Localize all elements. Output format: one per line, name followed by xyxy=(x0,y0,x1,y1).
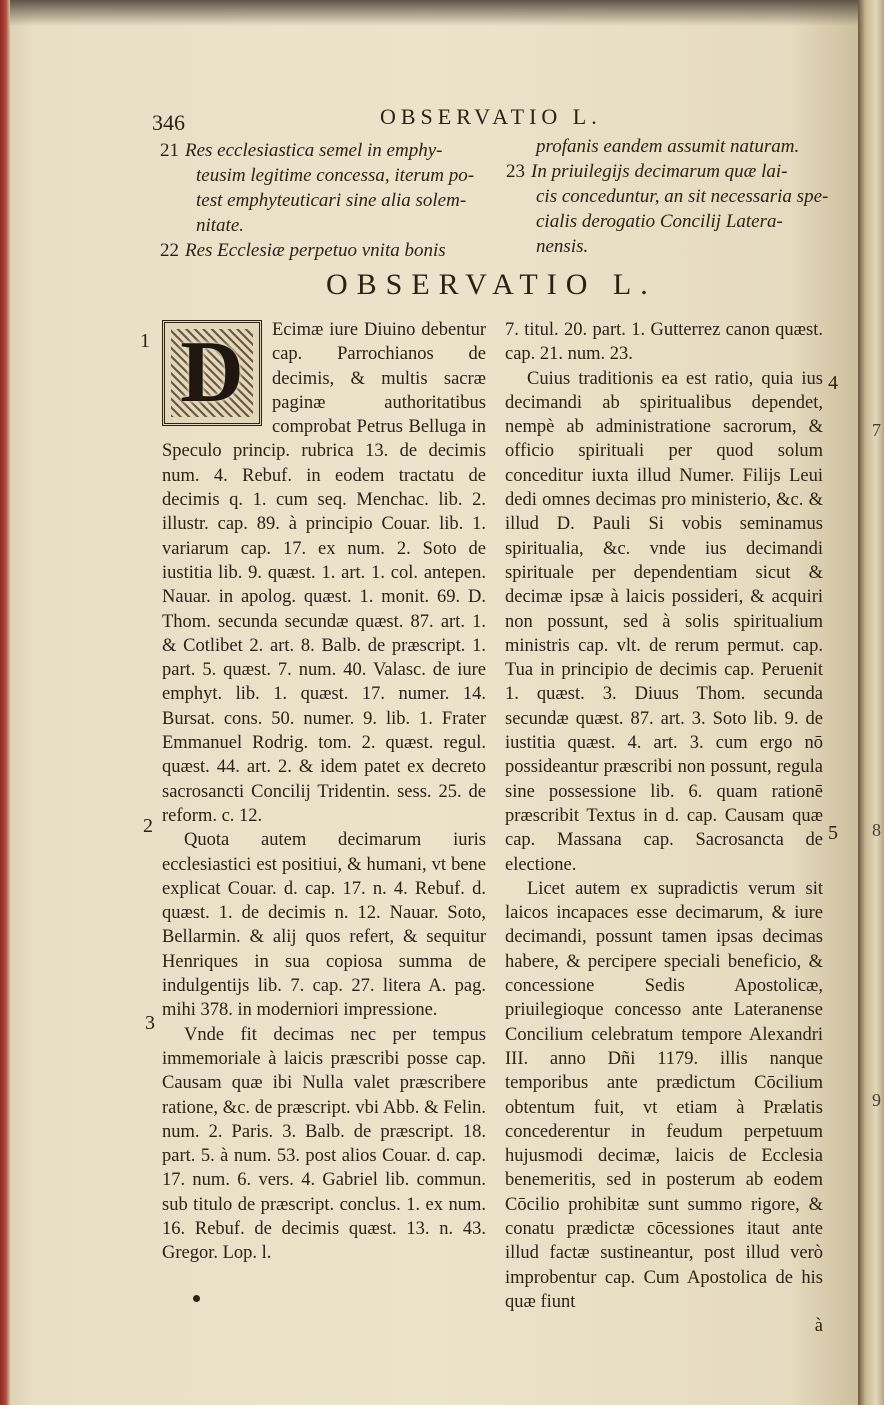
summary-line: nensis. xyxy=(536,236,589,257)
summary-num: 21 xyxy=(160,140,179,161)
summary-line: test emphyteuticari sine alia solem- xyxy=(196,190,467,211)
ink-spot xyxy=(193,1295,200,1302)
margin-number: 1 xyxy=(140,330,150,352)
edge-number: 9 xyxy=(872,1090,881,1110)
paragraph: Cuius traditionis ea est ratio, quia ius decimandi ab spiritualibus dependet, nempè ab administratione sacrorum, & officio spirituali per quod solum conceditur iuxta illud Numer. Filijs Leui dedi omnes decimas pro ministerio, &c. & illud D. Pauli Si vobis seminamus spiritualia, &c. vnde ius decimandi spirituale per dependentiam sicut & decimæ ipsæ à laicis possideri, & acquiri non possunt, sed à solis spiritualium ministris cap. vlt. de rerum permut. cap. Tua in principio de decimis cap. Peruenit 1. quæst. 3. Diuus Thom. secunda secundæ quæst. 87. art. 3. Soto lib. 9. de iustitia quæst. 4. art. 3. cum ergo nō possideantur præscribi non possunt, regula sine possessione lib. 6. quam rationē præscribit Textus in d. cap. Causam quæ cap. Massana cap. Sacrosancta de electione. xyxy=(505,368,823,875)
summary-line: Res ecclesiastica semel in emphy- xyxy=(185,140,443,161)
paragraph: Quota autem decimarum iuris ecclesiastici est positiui, & humani, vt bene explicat Couar. d. cap. 17. n. 4. Rebuf. d. quæst. 1. de decimis n. 12. Nauar. Soto, Bellarmin. & alij quos refert, & sequitur Henriques in sua copiosa summa de indulgentijs lib. 7. cap. 27. litera A. pag. mihi 378. in moderniori impressione. xyxy=(162,830,486,1021)
summary-line: cis conceduntur, an sit necessaria spe- xyxy=(536,186,829,207)
catchword: à xyxy=(814,1316,823,1337)
top-shadow xyxy=(0,0,858,26)
summary-line: nitate. xyxy=(196,215,245,236)
paragraph: Vnde fit decimas nec per tempus immemoriale à laicis præscribi posse cap. Causam quæ ibi Nulla valet præscribere ratione, &c. de præscript. vbi Abb. & Felin. num. 2. Paris. 3. Balb. de præscript. 18. part. 5. à num. 53. post alios Couar. d. cap. 17. num. 6. vers. 4. Gabriel lib. commun. sub titulo de præscript. conclus. 1. ex num. 16. Rebuf. de decimis quæst. 13. n. 43. Gregor. Lop. l. xyxy=(162,1024,486,1264)
paragraph: Licet autem ex supradictis verum sit laicos incapaces esse decimarum, & iure decimandi, possunt tamen ipsas decimas habere, & percipere speciali beneficio, & concessione Sedis Apostolicæ, priuilegioque concesso ante Lateranense Concilium celebratum tempore Alexandri III. anno Dñi 1179. illis nanque temporibus ante prædictum Cōcilium obtentum fuit, vt etiam à Prælatis concederentur in feudum perpetuum hujusmodi decimæ, laicis de Ecclesia benemeritis, sed in posterum ab eodem Cōcilio prohibitæ sunt summo rigore, & conatu prædictæ cōcessiones itaut ante illud factæ sustineantur, post illud verò improbentur cap. Cum Apostolica de his quæ fiunt xyxy=(505,878,823,1312)
summary-item xyxy=(160,138,474,163)
summary-num: 22 xyxy=(160,240,179,261)
paragraph: Ecimæ iure Diuino debentur cap. Parrochianos de decimis, & multis sacræ paginæ authoritatibus comprobat Petrus Belluga in Speculo princip. rubrica 13. de decimis num. 4. Rebuf. in eodem tractatu de decimis q. 1. cum seq. Menchac. lib. 2. illustr. cap. 89. à principio Couar. lib. 1. variarum cap. 17. ex num. 2. Soto de iustitia lib. 9. quæst. 1. art. 1. col. antepen. Nauar. in apolog. quæst. 1. monit. 69. D. Thom. secunda secundæ quæst. 87. art. 1. & Cotlibet 2. art. 8. Balb. de præscript. 1. part. 5. quæst. 7. num. 40. Valasc. de iure emphyt. lib. 1. quæst. 17. numer. 14. Bursat. cons. 50. numer. 9. lib. 1. Frater Emmanuel Rodrig. tom. 2. quæst. regul. quæst. 44. art. 2. & idem patet ex decreto sacrosancti Concilij Tridentin. sess. 25. de reform. c. 12. xyxy=(162,320,486,826)
page-red-edge xyxy=(0,0,10,1405)
running-head: OBSERVATIO L. xyxy=(380,104,602,129)
next-page-edge xyxy=(858,0,884,1405)
margin-number: 4 xyxy=(828,372,838,394)
summary-line: profanis eandem assumit naturam. xyxy=(536,136,800,157)
summary-item xyxy=(506,159,828,184)
summary-left xyxy=(160,138,474,263)
summary-num: 23 xyxy=(506,161,525,182)
margin-number: 2 xyxy=(143,815,153,837)
summary-item xyxy=(160,238,474,263)
section-title: OBSERVATIO L. xyxy=(326,268,657,301)
margin-number: 3 xyxy=(145,1012,155,1034)
summary-line: In priuilegijs decimarum quæ lai- xyxy=(531,161,788,182)
drop-cap xyxy=(162,320,262,426)
page-number: 346 xyxy=(152,110,185,135)
margin-number: 5 xyxy=(828,822,838,844)
summary-line: Res Ecclesiæ perpetuo vnita bonis xyxy=(185,240,446,261)
edge-number: 7 xyxy=(872,420,881,440)
dropcap-letter: D xyxy=(180,324,244,421)
summary-line: teusim legitime concessa, iterum po- xyxy=(196,165,475,186)
right-column xyxy=(505,318,823,1338)
summary-line: cialis derogatio Concilij Latera- xyxy=(536,211,783,232)
paragraph: 7. titul. 20. part. 1. Gutterrez canon quæst. cap. 21. num. 23. xyxy=(505,320,823,365)
left-column xyxy=(162,318,486,1266)
summary-right xyxy=(506,134,828,259)
edge-number: 8 xyxy=(872,820,881,840)
